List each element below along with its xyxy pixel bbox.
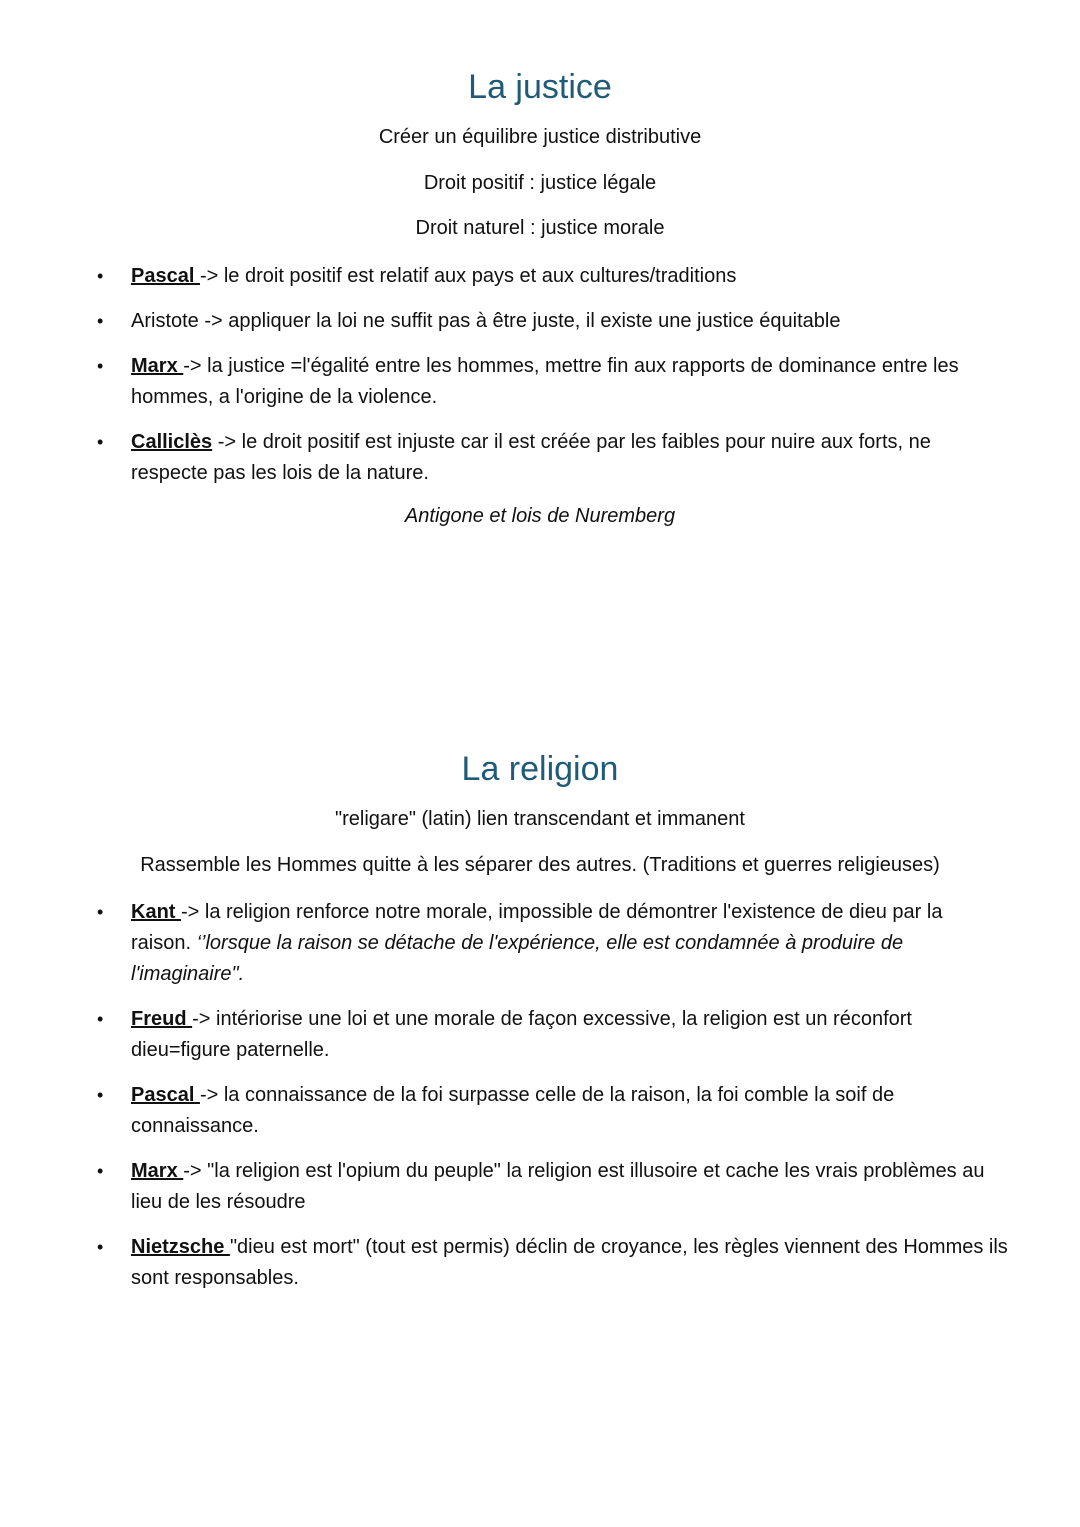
justice-title: La justice bbox=[468, 68, 612, 106]
philosopher-name: Pascal bbox=[131, 1084, 200, 1106]
list-item bbox=[0, 261, 1080, 292]
list-item bbox=[0, 897, 1080, 990]
bullet-icon: • bbox=[97, 1237, 104, 1257]
point-text: -> la connaissance de la foi surpasse celle de la raison, la foi comble la soif de connaissance. bbox=[131, 1084, 895, 1137]
religion-title: La religion bbox=[461, 750, 619, 788]
bullet-icon: • bbox=[97, 355, 104, 376]
justice-line: Droit positif : justice légale bbox=[423, 171, 657, 194]
point-text: -> le droit positif est relatif aux pays et aux cultures/traditions bbox=[199, 264, 737, 287]
religion-line: Rassemble les Hommes quitte à les séparer des autres. (Traditions et guerres religieuses) bbox=[140, 853, 940, 876]
bullet-icon: • bbox=[97, 310, 104, 331]
point-text: -> "la religion est l'opium du peuple" la religion est illusoire et cache les vrais problèmes au lieu de les résoudre bbox=[131, 1160, 985, 1213]
philosopher-name: Calliclès bbox=[131, 430, 213, 453]
list-item bbox=[0, 1080, 1080, 1142]
bullet-icon: • bbox=[97, 1085, 104, 1105]
point-text: "dieu est mort" (tout est permis) déclin de croyance, les règles viennent des Hommes ils sont responsables. bbox=[131, 1236, 1008, 1289]
bullet-icon: • bbox=[97, 1009, 104, 1029]
bullet-icon: • bbox=[97, 902, 104, 922]
point-text: Aristote -> appliquer la loi ne suffit pas à être juste, il existe une justice équitable bbox=[131, 309, 841, 332]
bullet-icon: • bbox=[97, 431, 104, 452]
list-item bbox=[0, 306, 1080, 337]
bullet-icon: • bbox=[97, 265, 104, 286]
bullet-icon: • bbox=[97, 1161, 104, 1181]
philosopher-name: Marx bbox=[131, 1160, 184, 1182]
point-quote: ‘’lorsque la raison se détache de l'expérience, elle est condamnée à produire de l'imaginaire". bbox=[131, 932, 904, 985]
point-text: -> intériorise une loi et une morale de façon excessive, la religion est un réconfort dieu=figure paternelle. bbox=[131, 1008, 912, 1061]
list-item bbox=[0, 427, 1080, 489]
justice-footer: Antigone et lois de Nuremberg bbox=[404, 504, 676, 527]
religion-point-list bbox=[0, 897, 1080, 1294]
justice-section bbox=[0, 62, 1080, 548]
philosopher-name: Nietzsche bbox=[131, 1236, 230, 1258]
list-item bbox=[0, 1004, 1080, 1066]
list-item bbox=[0, 1156, 1080, 1218]
point-text: -> la religion renforce notre morale, impossible de démontrer l'existence de dieu par la raison. bbox=[131, 901, 943, 954]
justice-line: Droit naturel : justice morale bbox=[415, 217, 665, 239]
point-text: -> la justice =l'égalité entre les hommes, mettre fin aux rapports de dominance entre les hommes, a l'origine de la violence. bbox=[131, 354, 959, 408]
religion-section bbox=[0, 744, 1080, 1308]
point-text: -> le droit positif est injuste car il est créée par les faibles pour nuire aux forts, ne respecte pas les lois de la nature. bbox=[131, 430, 931, 484]
religion-line: "religare" (latin) lien transcendant et immanent bbox=[335, 808, 745, 830]
philosopher-name: Kant bbox=[131, 901, 181, 923]
justice-line: Créer un équilibre justice distributive bbox=[378, 126, 702, 148]
philosopher-name: Marx bbox=[131, 354, 184, 377]
justice-point-list bbox=[0, 261, 1080, 489]
list-item bbox=[0, 1232, 1080, 1294]
philosopher-name: Freud bbox=[131, 1008, 193, 1030]
philosopher-name: Pascal bbox=[131, 264, 200, 287]
list-item bbox=[0, 351, 1080, 413]
